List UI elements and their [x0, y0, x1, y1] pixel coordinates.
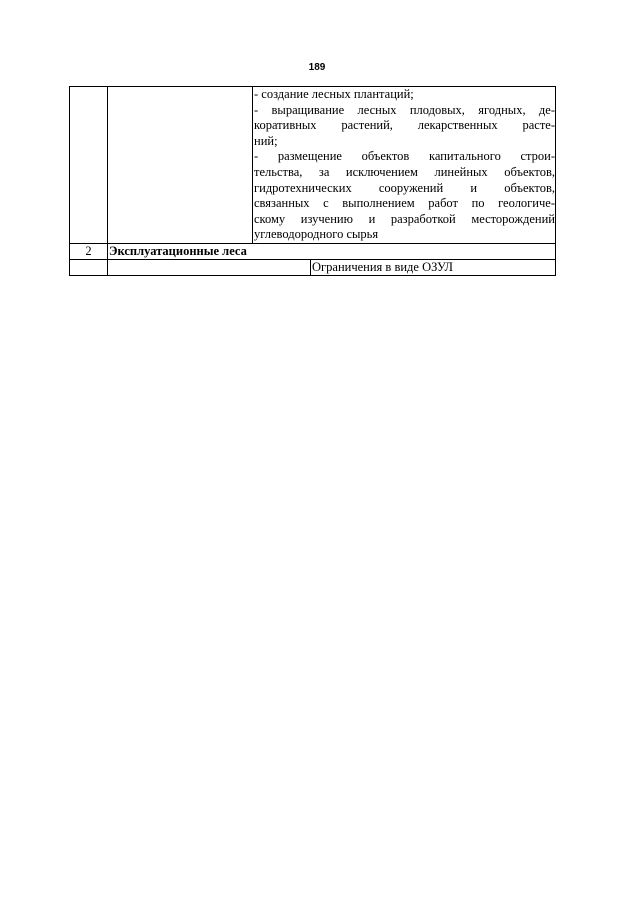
- empty-cell: [70, 259, 108, 275]
- list-item: [253, 149, 555, 243]
- forest-zones-table: [69, 86, 556, 276]
- number-cell: [70, 87, 108, 244]
- list-item: [253, 87, 555, 103]
- list-item-line: углеводородного сырья: [254, 227, 379, 242]
- empty-cell: [108, 260, 311, 275]
- list-item-line: - создание лесных плантаций;: [254, 87, 414, 101]
- table-row: [70, 243, 556, 259]
- list-item-line: тельства, за исключением линейных объектов,: [254, 164, 555, 179]
- list-item-line: ний;: [254, 133, 278, 148]
- table-row: [70, 87, 556, 244]
- allowed-uses-cell: [253, 87, 556, 244]
- restriction-row-cell: [108, 259, 556, 275]
- section-number: 2: [70, 243, 108, 259]
- list-item-line: связанных с выполнением работ по геологиче-: [254, 196, 555, 211]
- restriction-subtable: [108, 260, 555, 275]
- section-title: Эксплуатационные леса: [108, 243, 556, 259]
- list-item: [253, 103, 555, 150]
- name-cell: [108, 87, 253, 244]
- list-item-line: скому изучению и разработкой месторождений: [254, 211, 555, 226]
- table-row: [70, 259, 556, 275]
- list-item-line: - выращивание лесных плодовых, ягодных, де-: [254, 102, 555, 117]
- list-item-line: гидротехнических сооружений и объектов,: [254, 180, 555, 195]
- restriction-text: Ограничения в виде ОЗУЛ: [312, 259, 453, 274]
- list-item-line: коративных растений, лекарственных расте-: [254, 118, 555, 133]
- page-number: 189: [308, 62, 326, 73]
- list-item-line: - размещение объектов капитального строи-: [254, 149, 555, 164]
